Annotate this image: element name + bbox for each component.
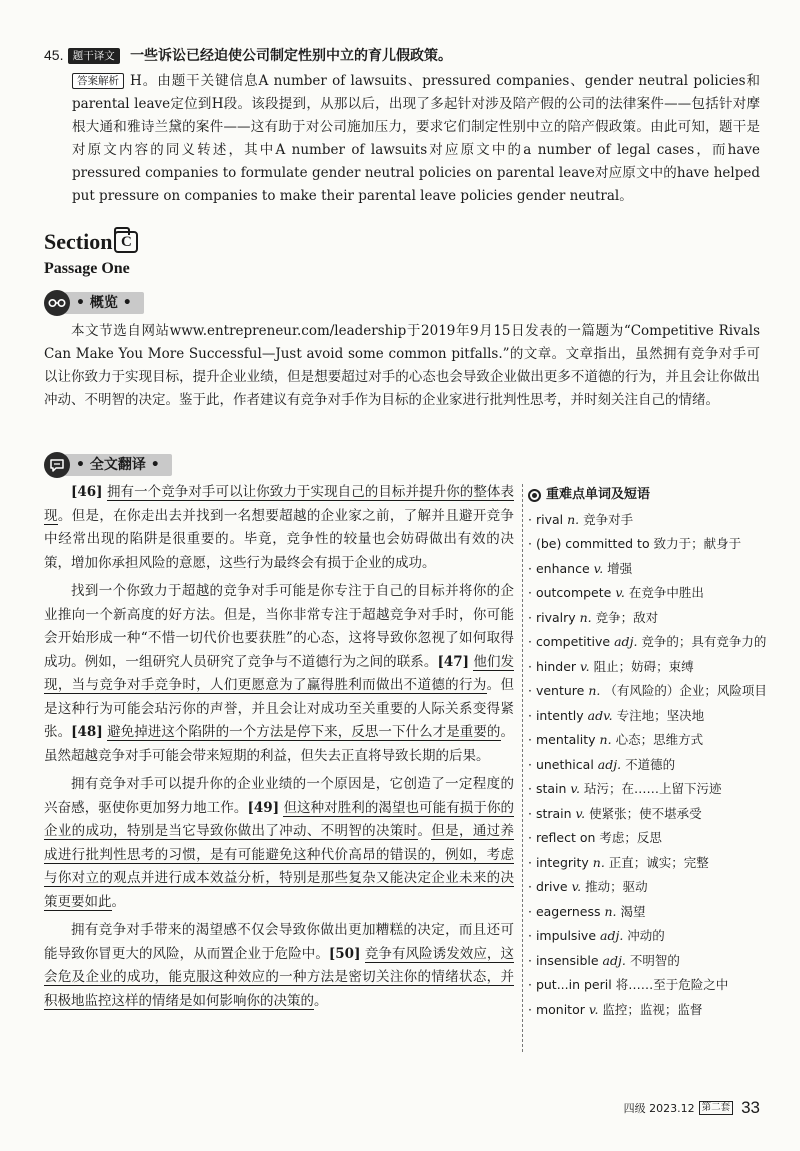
paragraph-text: 。但是，在你走出去并找到一名想要超越的企业家之前，了解并且避开竞争中经常出现的陷阱是很重要的。毕竟，竞争性的较量也会妨碍做出有效的决策，增加你承担风险的意愿，这些行为最终会有损于企业的成功。	[44, 507, 515, 571]
vocab-word: monitor	[535, 1001, 585, 1017]
vocab-item	[528, 900, 768, 925]
page-footer	[624, 1098, 760, 1118]
vocab-item	[528, 679, 768, 704]
vocab-item	[528, 630, 768, 655]
vocab-item	[528, 851, 768, 876]
underline-49a: 但这种对胜利的渴望也可能有损于你的企业的成功，特别是当它导致你做出了冲动、不明智的决策时	[44, 799, 515, 839]
question-45	[44, 44, 760, 208]
question-marker-46: [46]	[71, 484, 103, 500]
vocab-definition: 考虑；反思	[599, 830, 662, 845]
vocab-definition: 正直；诚实；完整	[608, 854, 709, 870]
answer-text: H。由题干关键信息A number of lawsuits、pressured companies、gender neutral policies和parental leave定位到H段。该段提到，从那以后，出现了多起针对涉及陪产假的公司的法律案件——包括针对摩根大通和雅诗兰黛的案件——这有助于对公司施加压力，要求它们制定性别中立的陪产假政策。由此可知，题干是对原文内容的同义转述，其中A number of lawsuits对应原文中的a number of legal cases，而have pressured companies to formulate gender neutral policies on parental leave对应原文中的have helped put pressure on companies to make their parental leave policies gender neutral。	[72, 73, 760, 204]
vocab-definition: 使紧张；使不堪承受	[589, 805, 702, 821]
vocab-definition: 监控；监视；监督	[602, 1001, 703, 1017]
vocab-definition: 推动；驱动	[585, 879, 648, 894]
vocab-definition: 在竞争中胜出	[628, 585, 704, 600]
vocab-pos: adj.	[614, 634, 638, 649]
vocab-word: strain	[535, 805, 572, 821]
page-number: 33	[741, 1098, 760, 1117]
underline-48: 避免掉进这个陷阱的一个方法是停下来，反思一下什么才是重要的	[107, 724, 501, 740]
vocab-pos: n.	[579, 609, 592, 625]
vocab-word: eagerness	[535, 903, 601, 919]
vocab-definition: 竞争对手	[583, 511, 634, 527]
vocab-word: venture	[535, 683, 585, 698]
vocab-definition: 致力于；献身于	[653, 536, 742, 551]
vocab-pos: adj.	[600, 928, 624, 943]
vocab-pos: n.	[567, 511, 580, 527]
vocab-pos: n.	[592, 854, 605, 870]
paragraph-text: 找到一个你致力于超越的竞争对手可能是你专注于自己的目标并将你的企业推向一个新高度的好方法。但是，当你非常专注于超越竞争对手时，你可能会开始形成一种“不惜一切代价也要获胜”的心态，这将导致你忽视了如何取得成功。例如，一组研究人员研究了竞争与不道德行为之间的联系。	[44, 583, 514, 670]
paragraph-text: 。但是这种行为可能会玷污你的声誉，并且会让对成功至关重要的人际关系变得紧张。	[44, 677, 515, 740]
vocab-definition: （有风险的）企业；风险项目	[604, 683, 767, 698]
vocab-item	[528, 998, 768, 1023]
vocab-word: competitive	[535, 634, 611, 649]
vocab-definition: 不道德的	[625, 756, 676, 772]
underline-46: 拥有一个竞争对手可以让你致力于实现自己的目标并提升你的整体表现	[44, 484, 515, 524]
vocab-definition: 竞争的；具有竞争力的	[641, 634, 767, 649]
vocab-pos: n.	[599, 732, 612, 747]
vocab-pos: adj.	[602, 952, 626, 968]
vocab-pos: v.	[575, 805, 586, 821]
underline-47: 他们发现，当与竞争对手竞争时，人们更愿意为了赢得胜利而做出不道德的行为	[44, 653, 515, 693]
vocab-word: impulsive	[535, 928, 597, 943]
vocab-list	[528, 508, 768, 1023]
vocab-pos: v.	[571, 879, 582, 894]
vocab-pos: v.	[615, 585, 625, 600]
answer-tag: 答案解析	[72, 73, 124, 89]
vocab-word: drive	[535, 879, 568, 894]
vocab-item	[528, 532, 768, 557]
underline-49b: 但是，通过养成进行批判性思考的习惯，是有可能避免这种代价高昂的错误的，例如，考虑与你对立的观点并进行成本效益分析，特别是那些复杂又能决定企业未来的决策更要如此	[44, 823, 515, 910]
vocab-word: unethical	[535, 756, 594, 772]
translation-body	[44, 481, 514, 1018]
vocab-definition: 竞争；敌对	[595, 609, 659, 625]
vocab-word: outcompete	[535, 585, 612, 600]
vocab-item	[528, 557, 768, 582]
speech-bubble-icon	[44, 452, 70, 478]
vocab-definition: 心态；思维方式	[615, 732, 704, 747]
question-45-stem-line	[44, 44, 760, 68]
paragraph-text: 。	[417, 823, 432, 839]
translation-paragraph-3	[44, 773, 514, 914]
vocab-item	[528, 973, 768, 998]
vocab-item	[528, 728, 768, 753]
vocab-definition: 不明智的	[629, 952, 680, 968]
target-icon	[528, 489, 541, 502]
vocab-item	[528, 704, 768, 729]
vocab-word: rivalry	[535, 609, 576, 625]
paragraph-text: 。	[314, 992, 328, 1009]
vocab-word: (be) committed to	[535, 536, 650, 551]
vocab-definition: 增强	[607, 560, 633, 576]
question-stem: 一些诉讼已经迫使公司制定性别中立的育儿假政策。	[130, 48, 453, 64]
vocab-definition: 专注地；坚决地	[616, 707, 705, 723]
vocab-pos: n.	[604, 903, 617, 919]
vocab-pos: v.	[570, 781, 580, 796]
translation-paragraph-1	[44, 481, 514, 575]
vocab-item	[528, 508, 768, 533]
vocab-word: hinder	[535, 658, 577, 674]
vocab-word: put...in peril	[535, 977, 612, 992]
vocab-item	[528, 826, 768, 851]
overview-badge	[44, 290, 144, 316]
vocab-definition: 渴望	[620, 903, 646, 919]
vocab-definition: 冲动的	[627, 928, 665, 943]
section-heading	[44, 229, 138, 255]
overview-text: 本文节选自网站www.entrepreneur.com/leadership于2019年9月15日发表的一篇题为“Competitive Rivals Can Make You More Successful—Just avoid some common pitfalls.”的文章。文章指出，虽然拥有竞争对手可以让你致力于实现目标，提升企业业绩，但是想要超过对手的心态也会导致企业做出更多不道德的行为，并且会让你做出冲动、不明智的决定。鉴于此，作者建议有竞争对手作为目标的企业家进行批判性思考，并时刻关注自己的情绪。	[44, 323, 760, 408]
vocab-word: intently	[535, 707, 584, 723]
passage-heading: Passage One	[44, 260, 130, 277]
translation-label: • 全文翻译 •	[64, 454, 172, 476]
section-label: Section	[44, 229, 113, 254]
vocab-word: enhance	[535, 560, 590, 576]
vocab-word: stain	[535, 781, 567, 796]
paragraph-text: 拥有竞争对手可以提升你的企业业绩的一个原因是，它创造了一定程度的兴奋感，驱使你更加努力地工作。	[44, 776, 514, 816]
translation-paragraph-4	[44, 919, 514, 1013]
vocab-item	[528, 606, 768, 631]
issue-badge: 第二套	[699, 1101, 734, 1115]
question-marker-47: [47]	[437, 653, 470, 670]
vocab-pos: v.	[593, 560, 604, 576]
vocab-item	[528, 924, 768, 949]
vocab-item	[528, 802, 768, 827]
paragraph-text: 。虽然超越竞争对手可能会带来短期的利益，但失去正直将导致长期的后果。	[44, 724, 515, 764]
translation-paragraph-2	[44, 580, 514, 768]
question-marker-48: [48]	[71, 724, 103, 740]
vocab-pos: v.	[580, 658, 590, 674]
question-marker-50: [50]	[328, 945, 361, 962]
question-marker-49: [49]	[247, 799, 280, 816]
vocab-item	[528, 777, 768, 802]
paragraph-text: 。	[111, 893, 125, 910]
glasses-icon	[44, 290, 70, 316]
vocab-item	[528, 875, 768, 900]
footer-text: 四级 2023.12	[623, 1102, 695, 1115]
answer-explanation	[44, 70, 760, 208]
overview-label: • 概览 •	[64, 292, 144, 314]
vocab-word: insensible	[535, 952, 599, 968]
column-divider	[522, 484, 523, 1052]
vocab-definition: 将……至于危险之中	[615, 977, 729, 992]
vocab-title-text: 重难点单词及短语	[546, 487, 651, 502]
vocab-word: rival	[535, 511, 564, 527]
vocab-word: mentality	[535, 732, 596, 747]
vocab-pos: v.	[588, 1001, 599, 1017]
underline-50: 竞争有风险诱发效应，这会危及企业的成功，能克服这种效应的一种方法是密切关注你的情绪状态，并积极地监控这样的情绪是如何影响你的决策的	[44, 945, 514, 1009]
vocab-item	[528, 581, 768, 606]
vocab-title	[528, 483, 768, 508]
vocab-item	[528, 949, 768, 974]
question-number: 45.	[44, 47, 64, 63]
vocab-item	[528, 753, 768, 778]
paragraph-text: 拥有竞争对手带来的渴望感不仅会导致你做出更加糟糕的决定，而且还可能导致你冒更大的风险，从而置企业于危险中。	[44, 922, 514, 962]
vocab-pos: adj.	[597, 756, 622, 772]
vocab-item	[528, 655, 768, 680]
vocab-word: reflect on	[535, 830, 596, 845]
vocab-definition: 阻止；妨碍；束缚	[593, 658, 694, 674]
vocab-pos: n.	[588, 683, 601, 698]
section-letter-icon: C	[114, 231, 138, 253]
vocab-pos: adv.	[587, 707, 613, 723]
translation-badge	[44, 452, 172, 478]
stem-translation-tag: 题干译文	[68, 48, 120, 64]
vocab-sidebar	[528, 483, 768, 1022]
vocab-definition: 玷污；在……上留下污迹	[583, 781, 722, 796]
vocab-word: integrity	[535, 854, 589, 870]
